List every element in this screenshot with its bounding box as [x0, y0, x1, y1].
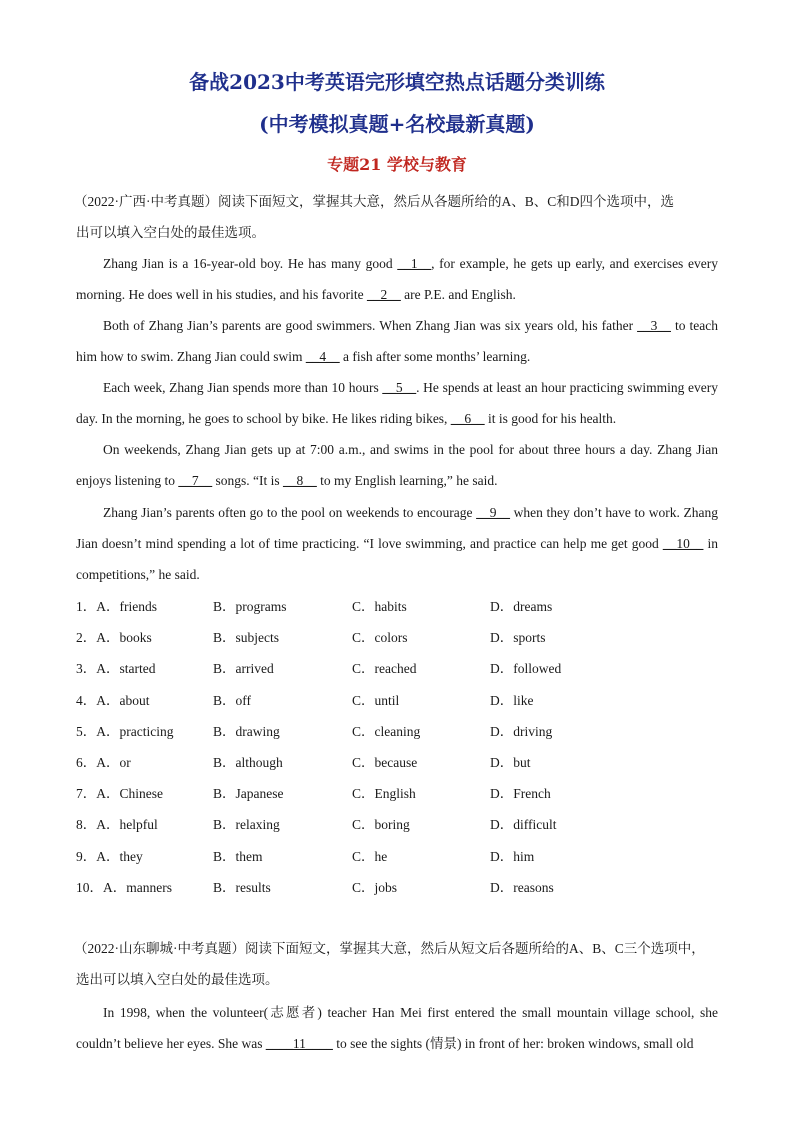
- option: 10．A．manners: [76, 879, 172, 895]
- text-run: in competitions,” he said.: [76, 536, 718, 582]
- option-row: [76, 591, 718, 622]
- option: D．driving: [490, 723, 553, 739]
- text-run: a fish after some months’ learning.: [339, 349, 531, 364]
- blank-7: __7__: [178, 473, 213, 488]
- option: B．off: [213, 692, 252, 708]
- blank-10: __10__: [662, 536, 704, 551]
- option: B．them: [213, 848, 263, 864]
- instruction-line: （2022·山东聊城·中考真题）阅读下面短文，掌握其大意，然后从短文后各题所给的A、B、C三个选项中，: [74, 941, 705, 956]
- text-run: are P.E. and English.: [400, 287, 516, 302]
- option: D．dreams: [490, 599, 553, 614]
- option: 7．A．Chinese: [76, 786, 163, 802]
- option: C．English: [352, 786, 416, 802]
- blank-6: __6__: [450, 411, 485, 426]
- text-run: Zhang Jian’s parents often go to the pool on weekends to encourage: [103, 505, 477, 520]
- text-run: to see the sights (情景) in front of her: broken windows, small old: [332, 1036, 694, 1051]
- option: 4．A．about: [76, 692, 150, 708]
- option: B．subjects: [213, 630, 279, 646]
- text-run: songs. “It is: [212, 473, 283, 488]
- passage1-paragraph-1: [76, 248, 718, 310]
- text-run: On weekends, Zhang Jian gets up at 7:00 a.m., and swims in the pool for about three hours a day. Zhang Jian enjoys listening to: [76, 442, 718, 488]
- option: C．boring: [352, 817, 410, 833]
- option: B．drawing: [213, 723, 280, 739]
- option-row: [76, 778, 718, 809]
- option: C．because: [352, 754, 418, 770]
- blank-2: __2__: [366, 287, 401, 302]
- blank-9: __9__: [476, 505, 510, 520]
- option: B．Japanese: [213, 786, 284, 802]
- blank-3: __3__: [637, 318, 671, 333]
- option: D．French: [490, 786, 551, 802]
- blank-4: __4__: [305, 349, 340, 364]
- text-run: it is good for his health.: [484, 411, 617, 426]
- text-run: Zhang Jian is a 16-year-old boy. He has many good: [103, 256, 398, 271]
- option: 8．A．helpful: [76, 817, 158, 833]
- option: C．colors: [352, 630, 408, 646]
- options-list: [76, 591, 718, 903]
- option: D．but: [490, 754, 531, 770]
- option-row: [76, 685, 718, 716]
- option: D．reasons: [490, 879, 554, 895]
- text-run: Both of Zhang Jian’s parents are good swimmers. When Zhang Jian was six years old, his father: [103, 318, 638, 333]
- text-run: , for example, he gets up early, and exercises every morning. He does well in his studies, and his favorite: [76, 256, 718, 302]
- option: 2．A．books: [76, 630, 152, 646]
- option: B．arrived: [213, 661, 274, 677]
- document-subtitle: (中考模拟真题+名校最新真题): [259, 112, 535, 136]
- text-run: to my English learning,” he said.: [316, 473, 498, 488]
- option-row: [76, 809, 718, 840]
- option-row: [76, 841, 718, 872]
- text-run: to teach him how to swim. Zhang Jian could swim: [76, 318, 718, 364]
- option: 6．A．or: [76, 754, 131, 770]
- option: C．cleaning: [352, 723, 421, 739]
- option: D．him: [490, 848, 535, 864]
- option: B．programs: [213, 599, 287, 614]
- text-run: In 1998, when the volunteer(志愿者) teacher Han Mei first entered the small mountain village school, she couldn’t believe her eyes. She was: [76, 1005, 718, 1051]
- option-row: [76, 622, 718, 653]
- blank-11: ____11____: [265, 1036, 333, 1051]
- topic-title: 专题21 学校与教育: [327, 155, 467, 174]
- text-run: Each week, Zhang Jian spends more than 10 hours: [103, 380, 383, 395]
- passage1-paragraph-2: [76, 310, 718, 372]
- option: B．relaxing: [213, 817, 280, 833]
- blank-1: __1__: [397, 256, 432, 271]
- option: D．difficult: [490, 817, 557, 833]
- passage2-paragraph-1: [76, 997, 718, 1059]
- option: D．sports: [490, 630, 546, 646]
- passage2-instruction: [76, 933, 718, 995]
- instruction-line: （2022·广西·中考真题）阅读下面短文，掌握其大意，然后从各题所给的A、B、C和D四个选项中，选: [74, 194, 674, 209]
- option-row: [76, 747, 718, 778]
- blank-5: __5__: [382, 380, 417, 395]
- option: 1．A．friends: [76, 599, 157, 614]
- option: D．followed: [490, 661, 562, 677]
- passage1-instruction: [76, 186, 718, 248]
- option: B．although: [213, 754, 283, 770]
- passage1-paragraph-3: [76, 372, 718, 434]
- option-row: [76, 716, 718, 747]
- option: 5．A．practicing: [76, 723, 174, 739]
- passage1-paragraph-5: [76, 497, 718, 590]
- option: 9．A．they: [76, 848, 143, 864]
- option: C．habits: [352, 599, 407, 614]
- instruction-line: 出可以填入空白处的最佳选项。: [76, 225, 265, 240]
- option: C．he: [352, 848, 388, 864]
- option-row: [76, 872, 718, 903]
- option: D．like: [490, 692, 534, 708]
- option: 3．A．started: [76, 661, 156, 677]
- instruction-line: 选出可以填入空白处的最佳选项。: [76, 972, 279, 987]
- text-run: . He spends at least an hour practicing swimming every day. In the morning, he goes to school by bike. He likes riding bikes,: [76, 380, 718, 426]
- option-row: [76, 653, 718, 684]
- passage1-paragraph-4: [76, 434, 718, 496]
- option: C．until: [352, 692, 400, 708]
- option: B．results: [213, 879, 271, 895]
- option: C．reached: [352, 661, 417, 677]
- text-run: when they don’t have to work. Zhang Jian doesn’t mind spending a lot of time practicing. “I love swimming, and practice can help me get good: [76, 505, 718, 551]
- document-title: 备战2023中考英语完形填空热点话题分类训练: [189, 70, 605, 94]
- blank-8: __8__: [283, 473, 317, 488]
- option: C．jobs: [352, 879, 398, 895]
